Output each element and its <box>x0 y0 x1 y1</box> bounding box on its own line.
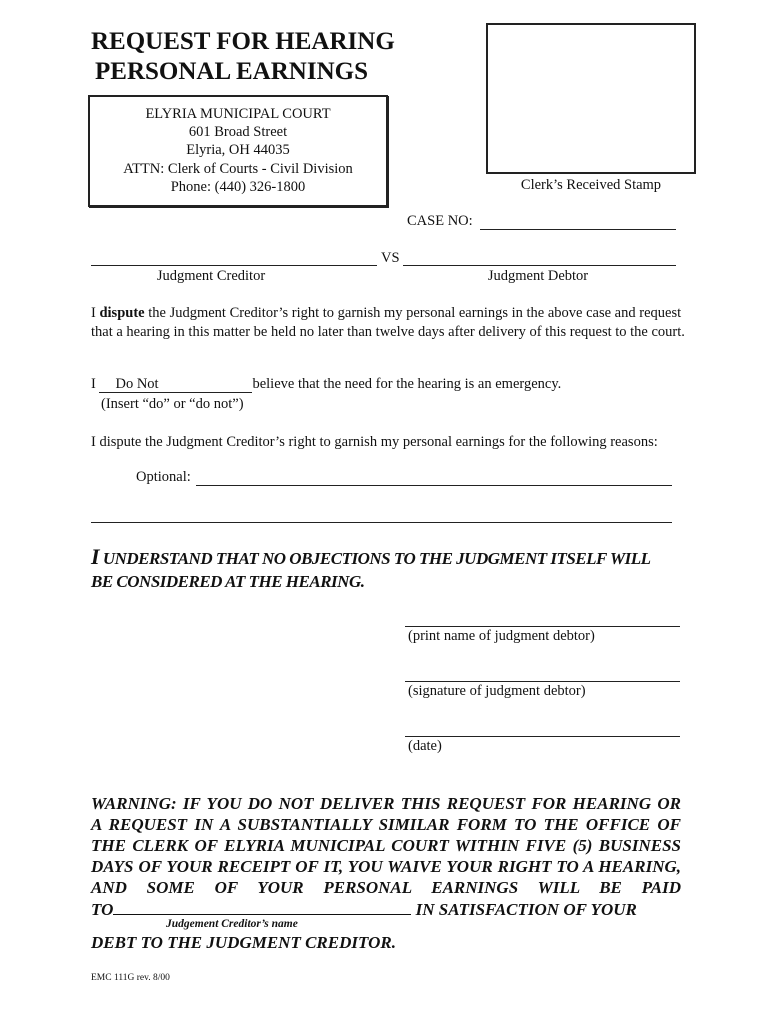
optional-reason-field[interactable] <box>196 470 672 486</box>
emergency-prefix: I <box>91 376 96 392</box>
warning-line-5: AND SOME OF YOUR PERSONAL EARNINGS WILL BE PAID <box>91 878 681 897</box>
court-name: ELYRIA MUNICIPAL COURT <box>145 106 331 122</box>
reason-line-2[interactable] <box>91 522 672 523</box>
optional-label: Optional: <box>136 469 191 485</box>
case-number-row <box>407 213 676 230</box>
signature-caption: (signature of judgment debtor) <box>408 683 586 699</box>
emergency-hint: (Insert “do” or “do not”) <box>101 396 244 412</box>
warning-line-3: THE CLERK OF ELYRIA MUNICIPAL COURT WITHIN FIVE (5) BUSINESS <box>91 836 681 855</box>
versus-label: VS <box>381 250 400 266</box>
clerk-stamp-label: Clerk’s Received Stamp <box>520 177 662 193</box>
title-line-1: REQUEST FOR HEARING <box>91 28 395 55</box>
case-number-label: CASE NO: <box>407 213 473 229</box>
warning-debt-line: DEBT TO THE JUDGMENT CREDITOR. <box>91 933 396 952</box>
court-city: Elyria, OH 44035 <box>186 142 290 159</box>
warning-line-2: A REQUEST IN A SUBSTANTIALLY SIMILAR FORM TO THE OFFICE OF <box>91 815 681 834</box>
court-address-box <box>88 95 388 207</box>
judgment-debtor-field[interactable] <box>403 265 676 266</box>
warning-to: TO <box>91 900 114 919</box>
date-field[interactable] <box>405 736 680 737</box>
understand-line-2: BE CONSIDERED AT THE HEARING. <box>91 572 365 591</box>
court-phone: Phone: (440) 326-1800 <box>170 178 306 195</box>
dispute-rest: the Judgment Creditor’s right to garnish my personal earnings in the above case and request that a hearing in this matter be held no later than twelve days after delivery of this request to the court. <box>91 305 685 340</box>
date-caption: (date) <box>408 738 442 754</box>
emergency-suffix: believe that the need for the hearing is an emergency. <box>252 376 562 392</box>
warning-line-6 <box>91 898 681 920</box>
court-street: 601 Broad Street <box>188 124 288 141</box>
optional-row <box>136 469 672 486</box>
case-number-field[interactable] <box>480 214 676 230</box>
warning-line-1: WARNING: IF YOU DO NOT DELIVER THIS REQUEST FOR HEARING OR <box>91 794 681 813</box>
warning-satisfaction: IN SATISFACTION OF YOUR <box>411 900 637 919</box>
warning-notice <box>91 793 681 920</box>
judgment-debtor-label: Judgment Debtor <box>487 268 589 284</box>
dispute-paragraph <box>91 304 691 342</box>
court-attn: ATTN: Clerk of Courts - Civil Division <box>123 160 353 177</box>
understand-statement <box>91 545 691 593</box>
judgment-creditor-name-field[interactable] <box>113 898 411 915</box>
dispute-lead: I <box>91 305 100 321</box>
print-name-field[interactable] <box>405 626 680 627</box>
signature-field[interactable] <box>405 681 680 682</box>
emergency-field[interactable]: Do Not <box>99 376 252 393</box>
understand-first-letter: I <box>91 544 100 569</box>
form-number: EMC 111G rev. 8/00 <box>91 973 170 983</box>
dispute-bold: dispute <box>99 305 145 321</box>
judgment-creditor-label: Judgment Creditor <box>156 268 266 284</box>
emergency-row <box>91 376 561 393</box>
judgment-creditor-field[interactable] <box>91 265 377 266</box>
form-title <box>91 27 395 87</box>
understand-line-1: UNDERSTAND THAT NO OBJECTIONS TO THE JUDGMENT ITSELF WILL <box>99 549 651 568</box>
title-line-2: PERSONAL EARNINGS <box>95 58 368 85</box>
creditor-name-caption: Judgement Creditor’s name <box>166 918 298 930</box>
warning-line-4: DAYS OF YOUR RECEIPT OF IT, YOU WAIVE YOUR RIGHT TO A HEARING, <box>91 857 681 876</box>
clerk-stamp-box <box>486 23 696 174</box>
print-name-caption: (print name of judgment debtor) <box>408 628 595 644</box>
reasons-text: I dispute the Judgment Creditor’s right to garnish my personal earnings for the following reasons: <box>91 434 658 450</box>
